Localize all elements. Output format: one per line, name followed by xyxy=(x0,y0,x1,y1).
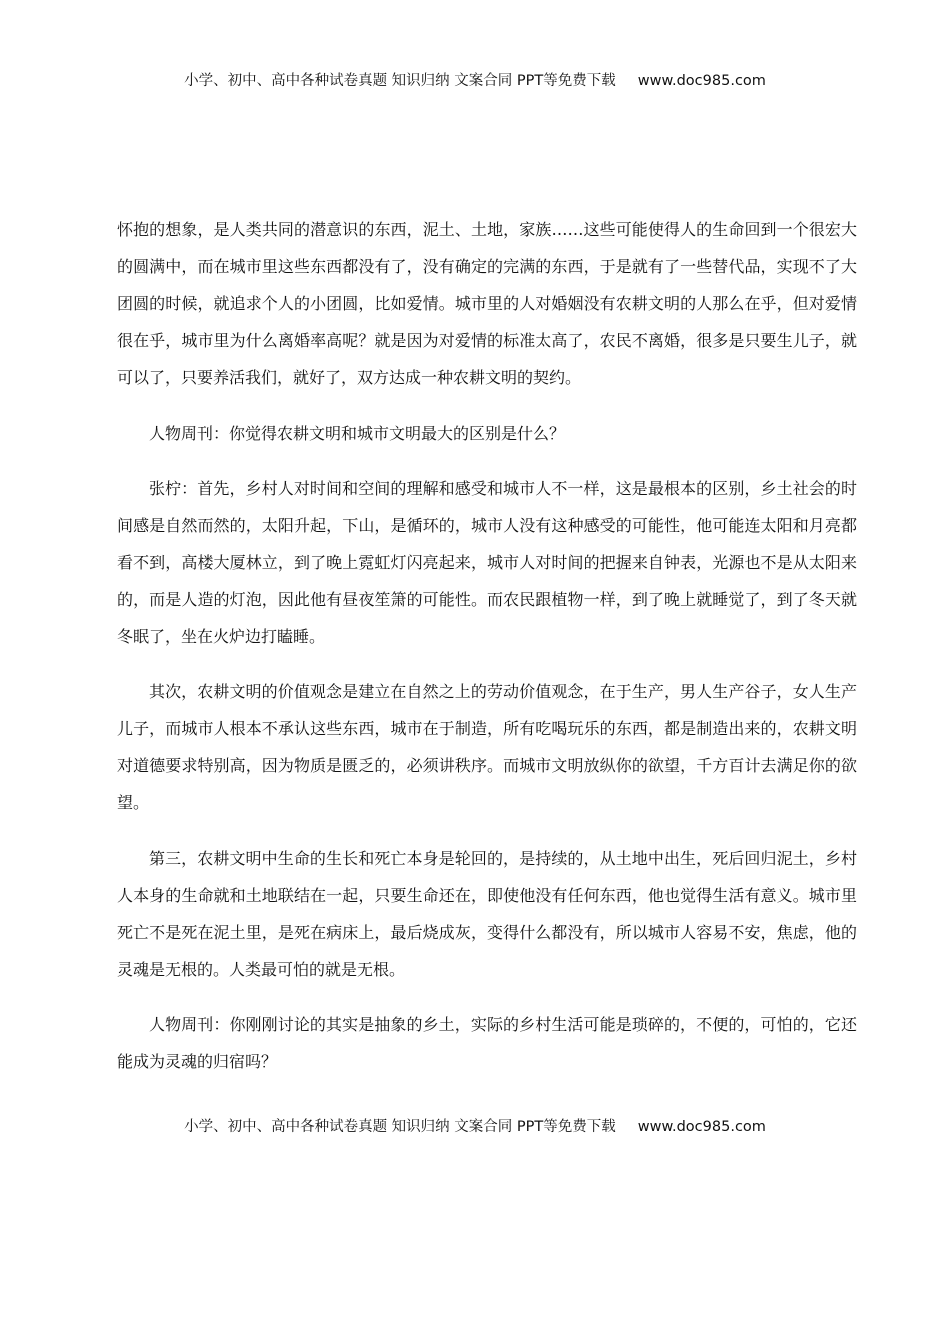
text-line: 间感是自然而然的，太阳升起，下山，是循环的，城市人没有这种感受的可能性，他可能连太阳和月亮都 xyxy=(117,516,857,535)
page-header xyxy=(0,69,950,90)
paragraph xyxy=(117,470,857,655)
text-line: 团圆的时候，就追求个人的小团圆，比如爱情。城市里的人对婚姻没有农耕文明的人那么在乎，但对爱情 xyxy=(117,294,857,313)
text-line: 冬眠了，坐在火炉边打瞌睡。 xyxy=(117,627,326,646)
text-line: 人物周刊：你刚刚讨论的其实是抽象的乡土，实际的乡村生活可能是琐碎的，不便的，可怕的，它还 xyxy=(149,1015,857,1034)
text-line: 灵魂是无根的。人类最可怕的就是无根。 xyxy=(117,960,406,979)
header-url: www.doc985.com xyxy=(637,73,766,89)
paragraph xyxy=(117,1006,857,1080)
footer-url: www.doc985.com xyxy=(637,1119,766,1135)
paragraph xyxy=(117,415,857,452)
text-line: 张柠：首先，乡村人对时间和空间的理解和感受和城市人不一样，这是最根本的区别，乡土社会的时 xyxy=(149,479,857,498)
text-line: 的，而是人造的灯泡，因此他有昼夜笙箫的可能性。而农民跟植物一样，到了晚上就睡觉了，到了冬天就 xyxy=(117,590,857,609)
paragraph xyxy=(117,840,857,988)
text-line: 看不到，高楼大厦林立，到了晚上霓虹灯闪亮起来，城市人对时间的把握来自钟表，光源也不是从太阳来 xyxy=(117,553,857,572)
paragraph xyxy=(117,211,857,396)
text-line: 人本身的生命就和土地联结在一起，只要生命还在，即使他没有任何东西，他也觉得生活有意义。城市里 xyxy=(117,886,857,905)
header-text: 小学、初中、高中各种试卷真题 知识归纳 文案合同 PPT等免费下载 xyxy=(184,73,616,89)
text-line: 望。 xyxy=(117,793,150,812)
text-line: 怀抱的想象，是人类共同的潜意识的东西，泥土、土地，家族……这些可能使得人的生命回到一个很宏大 xyxy=(117,220,857,239)
text-line: 对道德要求特别高，因为物质是匮乏的，必须讲秩序。而城市文明放纵你的欲望，千方百计去满足你的欲 xyxy=(117,756,857,775)
text-line: 可以了，只要养活我们，就好了，双方达成一种农耕文明的契约。 xyxy=(117,368,582,387)
text-line: 的圆满中，而在城市里这些东西都没有了，没有确定的完满的东西，于是就有了一些替代品，实现不了大 xyxy=(117,257,857,276)
paragraph xyxy=(117,673,857,821)
footer-text: 小学、初中、高中各种试卷真题 知识归纳 文案合同 PPT等免费下载 xyxy=(184,1119,616,1135)
text-line: 很在乎，城市里为什么离婚率高呢？就是因为对爱情的标准太高了，农民不离婚，很多是只要生儿子，就 xyxy=(117,331,857,350)
text-line: 儿子，而城市人根本不承认这些东西，城市在于制造，所有吃喝玩乐的东西，都是制造出来的，农耕文明 xyxy=(117,719,857,738)
text-line: 能成为灵魂的归宿吗？ xyxy=(117,1052,278,1071)
text-line: 第三，农耕文明中生命的生长和死亡本身是轮回的，是持续的，从土地中出生，死后回归泥土，乡村 xyxy=(149,849,857,868)
text-line: 死亡不是死在泥土里，是死在病床上，最后烧成灰，变得什么都没有，所以城市人容易不安，焦虑，他的 xyxy=(117,923,857,942)
page-footer xyxy=(0,1115,950,1136)
text-line: 人物周刊：你觉得农耕文明和城市文明最大的区别是什么？ xyxy=(149,424,566,443)
text-line: 其次，农耕文明的价值观念是建立在自然之上的劳动价值观念，在于生产，男人生产谷子，女人生产 xyxy=(149,682,857,701)
